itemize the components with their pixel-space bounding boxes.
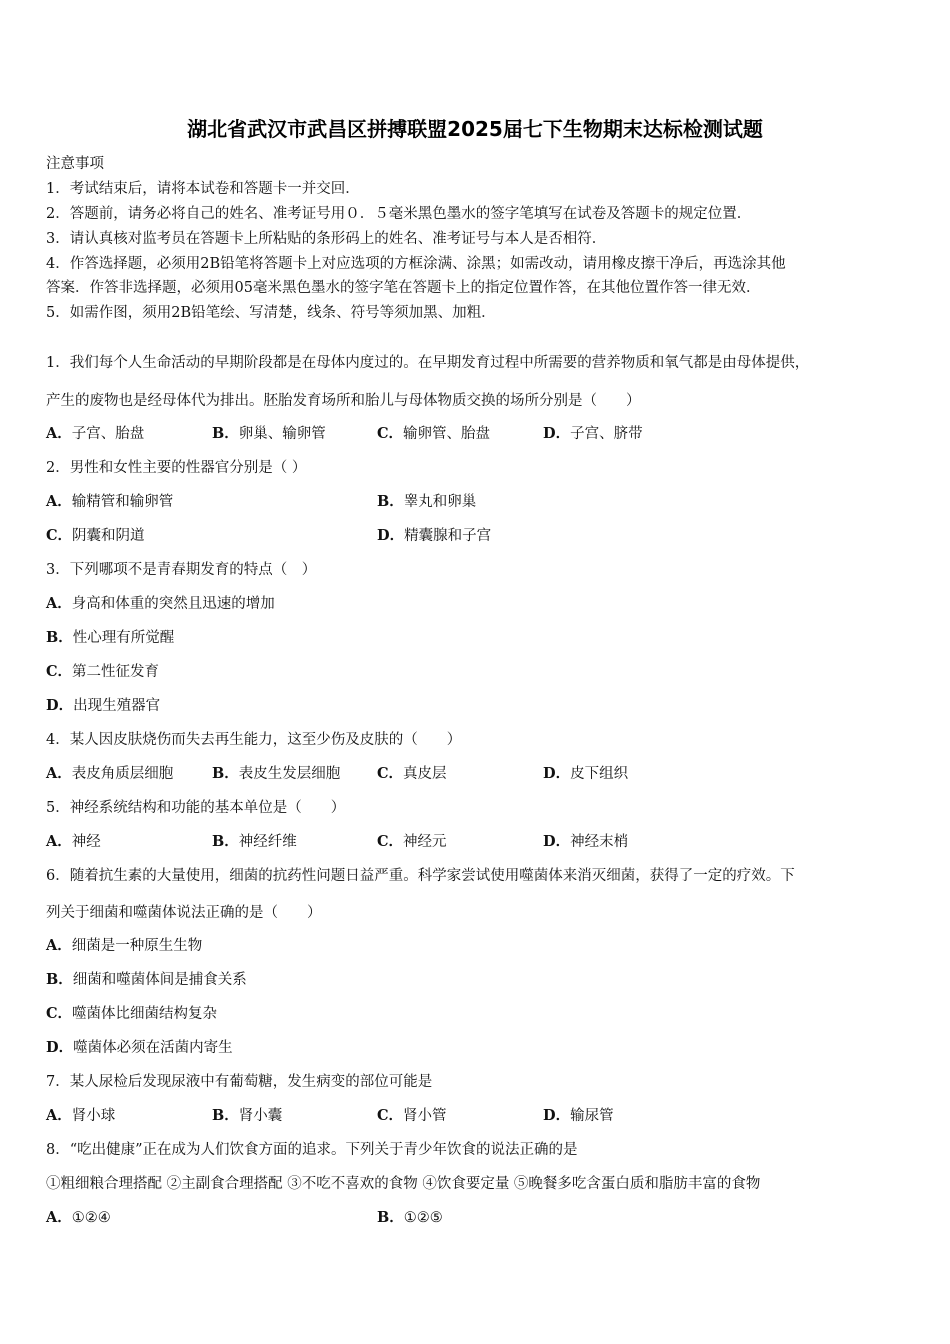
option-d[interactable]: D．出现生殖器官	[46, 697, 161, 714]
option-a[interactable]: A．肾小球	[46, 1107, 116, 1124]
question-8-stem: 8．“吃出健康”正在成为人们饮食方面的追求。下列关于青少年饮食的说法正确的是	[46, 1142, 578, 1158]
option-a[interactable]: A．输精管和输卵管	[46, 493, 174, 510]
option-a[interactable]: A．身高和体重的突然且迅速的增加	[46, 595, 275, 612]
option-b[interactable]: B．表皮生发层细胞	[212, 765, 341, 782]
option-c[interactable]: C．第二性征发育	[46, 663, 160, 680]
option-b[interactable]: B．性心理有所觉醒	[46, 629, 175, 646]
note-item: 4．作答选择题，必须用2B铅笔将答题卡上对应选项的方框涂满、涂黑；如需改动，请用橡皮擦干净后，再选涂其他	[46, 256, 786, 272]
note-item: 5．如需作图，须用2B铅笔绘、写清楚，线条、符号等须加黑、加粗．	[46, 305, 496, 321]
notes-heading: 注意事项	[46, 156, 104, 172]
option-b[interactable]: B．神经纤维	[212, 833, 297, 850]
option-a[interactable]: A．细菌是一种原生生物	[46, 937, 203, 954]
option-b[interactable]: B．卵巢、输卵管	[212, 425, 326, 442]
note-item: 答案．作答非选择题，必须用05毫米黑色墨水的签字笔在答题卡上的指定位置作答，在其他位置作答一律无效．	[46, 280, 761, 296]
option-d[interactable]: D．精囊腺和子宫	[377, 527, 492, 544]
option-a[interactable]: A．表皮角质层细胞	[46, 765, 174, 782]
option-b[interactable]: B．①②⑤	[377, 1209, 443, 1226]
option-d[interactable]: D．神经末梢	[543, 833, 629, 850]
option-c[interactable]: C．真皮层	[377, 765, 447, 782]
option-a[interactable]: A．①②④	[46, 1209, 111, 1226]
question-2-stem: 2．男性和女性主要的性器官分别是（ ）	[46, 460, 307, 476]
option-b[interactable]: B．肾小囊	[212, 1107, 283, 1124]
option-b[interactable]: B．细菌和噬菌体间是捕食关系	[46, 971, 247, 988]
option-c[interactable]: C．神经元	[377, 833, 447, 850]
note-item: 2．答题前，请务必将自己的姓名、准考证号用０．５毫米黑色墨水的签字笔填写在试卷及答题卡的规定位置．	[46, 206, 752, 222]
question-6-stem: 6．随着抗生素的大量使用，细菌的抗药性问题日益严重。科学家尝试使用噬菌体来消灭细菌，获得了一定的疗效。下	[46, 868, 795, 884]
note-item: 1．考试结束后，请将本试卷和答题卡一并交回．	[46, 181, 360, 197]
exam-title: 湖北省武汉市武昌区拼搏联盟2025届七下生物期末达标检测试题	[187, 117, 763, 141]
question-8-statements: ①粗细粮合理搭配 ②主副食合理搭配 ③不吃不喜欢的食物 ④饮食要定量 ⑤晚餐多吃含蛋白质和脂肪丰富的食物	[46, 1176, 761, 1192]
question-1-stem: 1．我们每个人生命活动的早期阶段都是在母体内度过的。在早期发育过程中所需要的营养物质和氧气都是由母体提供，	[46, 355, 810, 371]
option-a[interactable]: A．子宫、胎盘	[46, 425, 145, 442]
option-c[interactable]: C．肾小管	[377, 1107, 447, 1124]
option-c[interactable]: C．噬菌体比细菌结构复杂	[46, 1005, 218, 1022]
question-4-stem: 4．某人因皮肤烧伤而失去再生能力，这至少伤及皮肤的（ ）	[46, 732, 462, 748]
option-b[interactable]: B．睾丸和卵巢	[377, 493, 477, 510]
option-d[interactable]: D．皮下组织	[543, 765, 629, 782]
option-d[interactable]: D．输尿管	[543, 1107, 614, 1124]
note-item: 3．请认真核对监考员在答题卡上所粘贴的条形码上的姓名、准考证号与本人是否相符．	[46, 231, 607, 247]
option-a[interactable]: A．神经	[46, 833, 101, 850]
question-1-stem: 产生的废物也是经母体代为排出。胚胎发育场所和胎儿与母体物质交换的场所分别是（ ）	[46, 393, 641, 409]
question-5-stem: 5．神经系统结构和功能的基本单位是（ ）	[46, 800, 346, 816]
question-6-stem: 列关于细菌和噬菌体说法正确的是（ ）	[46, 905, 322, 921]
option-c[interactable]: C．输卵管、胎盘	[377, 425, 491, 442]
option-d[interactable]: D．噬菌体必须在活菌内寄生	[46, 1039, 233, 1056]
question-7-stem: 7．某人尿检后发现尿液中有葡萄糖，发生病变的部位可能是	[46, 1074, 433, 1090]
option-c[interactable]: C．阴囊和阴道	[46, 527, 145, 544]
question-3-stem: 3．下列哪项不是青春期发育的特点（ ）	[46, 562, 317, 578]
option-d[interactable]: D．子宫、脐带	[543, 425, 643, 442]
